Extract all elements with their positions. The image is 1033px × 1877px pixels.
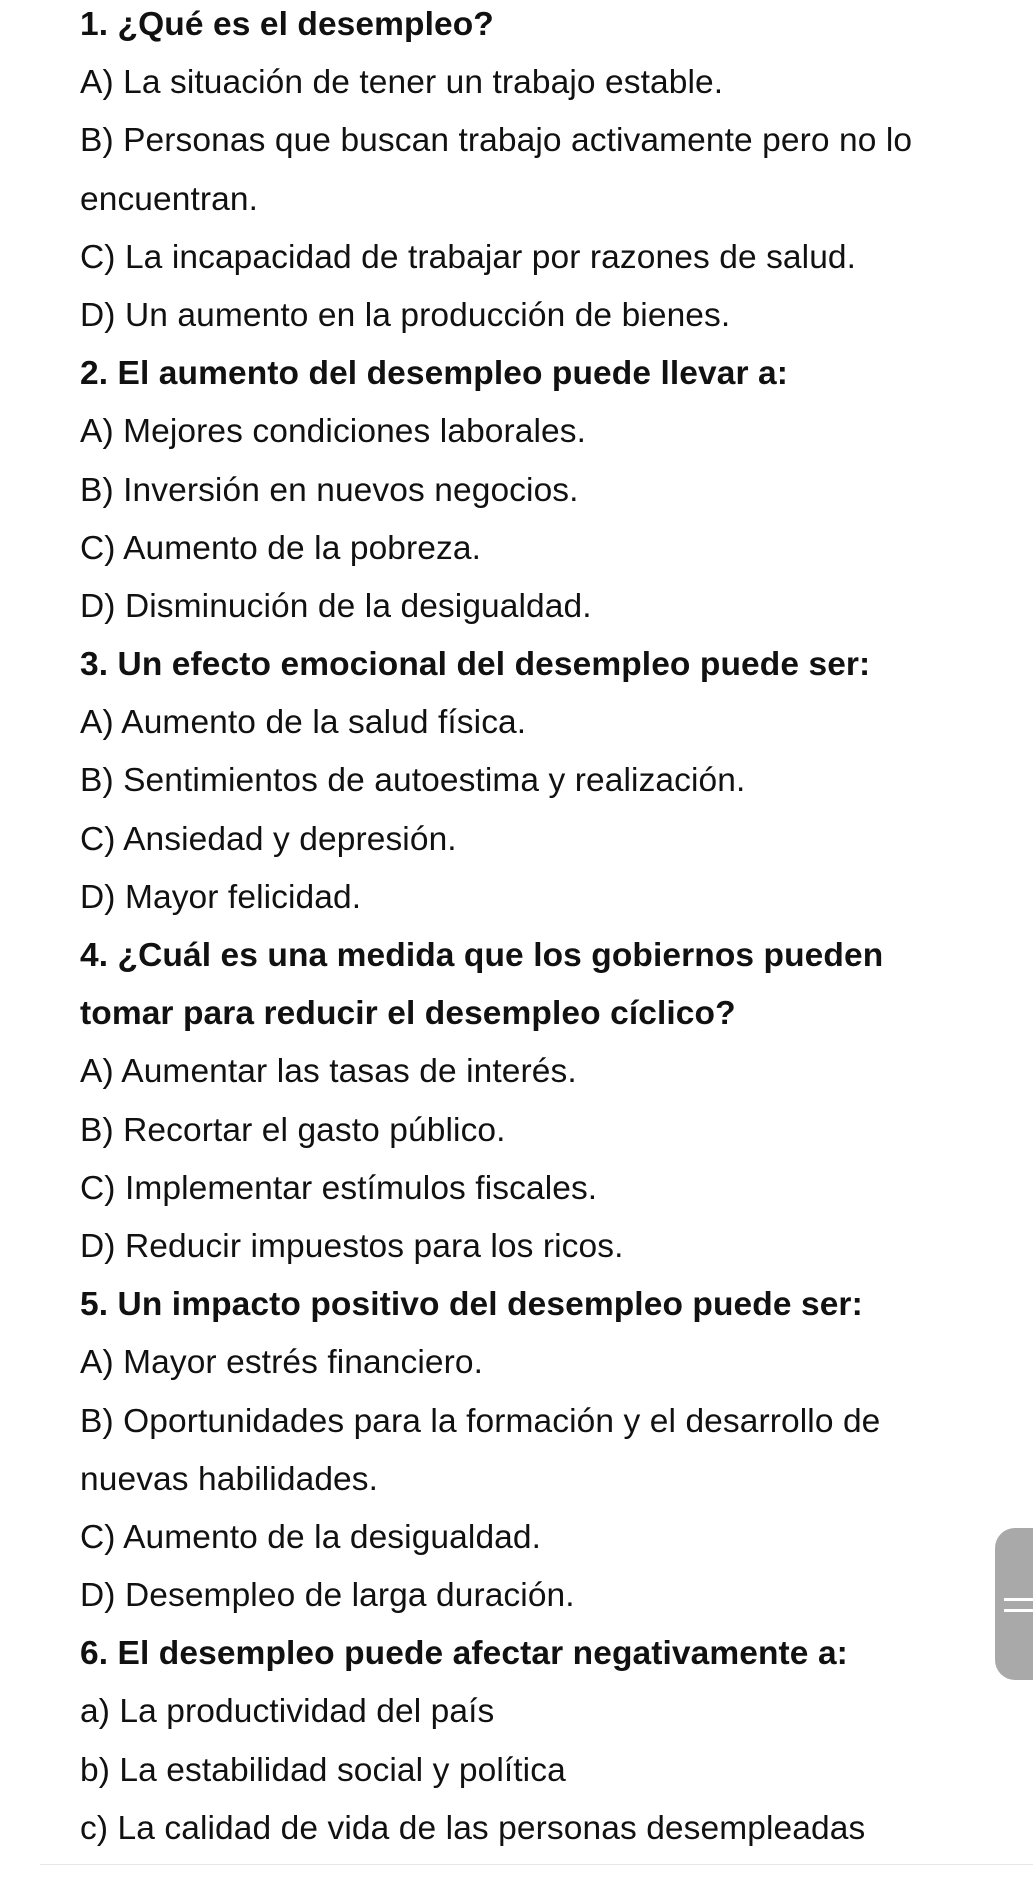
- question-1-option-b-continued: encuentran.: [80, 180, 259, 218]
- question-1-option-a: A) La situación de tener un trabajo estable.: [80, 64, 724, 102]
- question-3-option-d: D) Mayor felicidad.: [80, 878, 362, 916]
- question-4-option-d: D) Reducir impuestos para los ricos.: [80, 1227, 624, 1265]
- question-6-option-c: c) La calidad de vida de las personas desempleadas: [80, 1809, 866, 1847]
- question-4-title: 4. ¿Cuál es una medida que los gobiernos pueden: [80, 937, 884, 974]
- question-1-title: 1. ¿Qué es el desempleo?: [80, 6, 494, 43]
- question-2-title: 2. El aumento del desempleo puede llevar a:: [80, 355, 789, 393]
- question-6-option-a: a) La productividad del país: [80, 1693, 495, 1731]
- question-4-option-c: C) Implementar estímulos fiscales.: [80, 1169, 598, 1207]
- question-6-title: 6. El desempleo puede afectar negativamente a:: [80, 1635, 848, 1673]
- question-5-option-c: C) Aumento de la desigualdad.: [80, 1518, 542, 1556]
- question-1-option-b: B) Personas que buscan trabajo activamente pero no lo: [80, 122, 913, 160]
- question-1-option-d: D) Un aumento en la producción de bienes.: [80, 296, 731, 334]
- question-5-option-a: A) Mayor estrés financiero.: [80, 1344, 483, 1382]
- question-2-option-a: A) Mejores condiciones laborales.: [80, 413, 587, 451]
- question-2-option-b: B) Inversión en nuevos negocios.: [80, 471, 579, 509]
- document-text: [80, 0, 1000, 1862]
- question-4-option-b: B) Recortar el gasto público.: [80, 1111, 506, 1149]
- question-1-option-c: C) La incapacidad de trabajar por razones de salud.: [80, 238, 857, 276]
- question-4-title-continued: tomar para reducir el desempleo cíclico?: [80, 995, 736, 1033]
- question-3-title: 3. Un efecto emocional del desempleo puede ser:: [80, 646, 871, 684]
- scroll-grip-line-bottom: [1004, 1609, 1033, 1612]
- question-3-option-b: B) Sentimientos de autoestima y realización.: [80, 762, 746, 800]
- bottom-divider: [40, 1864, 1033, 1865]
- scroll-grip-line-top: [1004, 1598, 1033, 1601]
- question-3-option-a: A) Aumento de la salud física.: [80, 704, 527, 742]
- question-5-option-b-continued: nuevas habilidades.: [80, 1460, 379, 1498]
- question-5-option-d: D) Desempleo de larga duración.: [80, 1577, 575, 1615]
- question-4-option-a: A) Aumentar las tasas de interés.: [80, 1053, 577, 1091]
- question-6-option-b: b) La estabilidad social y política: [80, 1751, 566, 1789]
- question-3-option-c: C) Ansiedad y depresión.: [80, 820, 457, 858]
- scroll-handle[interactable]: [995, 1528, 1033, 1680]
- question-2-option-c: C) Aumento de la pobreza.: [80, 529, 482, 567]
- question-5-title: 5. Un impacto positivo del desempleo puede ser:: [80, 1286, 863, 1324]
- question-2-option-d: D) Disminución de la desigualdad.: [80, 587, 592, 625]
- question-5-option-b: B) Oportunidades para la formación y el desarrollo de: [80, 1402, 881, 1440]
